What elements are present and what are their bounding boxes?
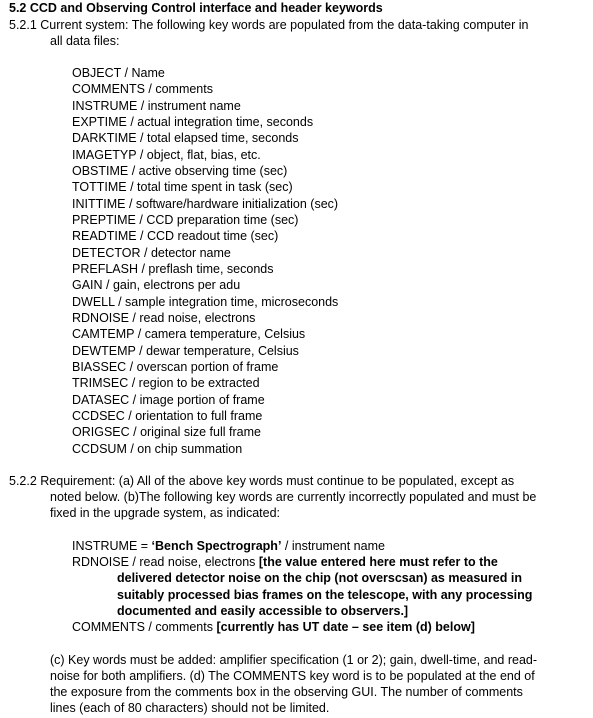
keyword-ccdsum: CCDSUM / on chip summation (72, 442, 243, 456)
comments-fix (72, 619, 475, 635)
keyword-tottime: TOTTIME / total time spent in task (sec) (72, 180, 293, 194)
keyword-readtime: READTIME / CCD readout time (sec) (72, 229, 279, 243)
keyword-exptime: EXPTIME / actual integration time, seconds (72, 115, 314, 129)
keyword-dwell: DWELL / sample integration time, microseconds (72, 295, 339, 309)
rdnoise-fix-bold-1: [the value entered here must refer to the (258, 555, 498, 569)
rdnoise-fix-line-2: delivered detector noise on the chip (not overscsan) as measured in (117, 571, 522, 585)
keyword-inittime: INITTIME / software/hardware initialization (sec) (72, 197, 339, 211)
keyword-datasec: DATASEC / image portion of frame (72, 393, 265, 407)
keyword-rdnoise: RDNOISE / read noise, electrons (72, 311, 256, 325)
keyword-trimsec: TRIMSEC / region to be extracted (72, 376, 260, 390)
instrume-fix-suffix: / instrument name (281, 539, 385, 553)
requirement-line-1: 5.2.2 Requirement: (a) All of the above key words must continue to be populated, except as (9, 474, 515, 488)
requirement-line-3: fixed in the upgrade system, as indicated: (50, 506, 280, 520)
keyword-detector: DETECTOR / detector name (72, 246, 231, 260)
instrume-fix-prefix: INSTRUME = (72, 539, 152, 553)
keyword-camtemp: CAMTEMP / camera temperature, Celsius (72, 327, 306, 341)
keyword-object: OBJECT / Name (72, 66, 165, 80)
current-system-line-1: 5.2.1 Current system: The following key words are populated from the data-taking computer in (9, 18, 529, 32)
closing-line-1: (c) Key words must be added: amplifier specification (1 or 2); gain, dwell-time, and read- (50, 653, 538, 667)
closing-line-3: the exposure from the comments box in the observing GUI. The number of comments (50, 685, 523, 699)
keyword-biassec: BIASSEC / overscan portion of frame (72, 360, 279, 374)
closing-line-4: lines (each of 80 characters) should not be limited. (50, 701, 330, 715)
comments-fix-prefix: COMMENTS / comments (72, 620, 217, 634)
keyword-comments: COMMENTS / comments (72, 82, 213, 96)
keyword-dewtemp: DEWTEMP / dewar temperature, Celsius (72, 344, 299, 358)
keyword-ccdsec: CCDSEC / orientation to full frame (72, 409, 263, 423)
keyword-instrume: INSTRUME / instrument name (72, 99, 241, 113)
keyword-darktime: DARKTIME / total elapsed time, seconds (72, 131, 299, 145)
keyword-imagetyp: IMAGETYP / object, flat, bias, etc. (72, 148, 261, 162)
current-system-line-2: all data files: (50, 34, 120, 48)
instrume-fix-value: ‘Bench Spectrograph’ (151, 539, 282, 553)
rdnoise-fix-line-3: suitably processed bias frames on the telescope, with any processing (117, 588, 533, 602)
comments-fix-bold: [currently has UT date – see item (d) below] (216, 620, 475, 634)
keyword-obstime: OBSTIME / active observing time (sec) (72, 164, 288, 178)
section-heading: 5.2 CCD and Observing Control interface and header keywords (9, 1, 383, 15)
requirement-line-2: noted below. (b)The following key words are currently incorrectly populated and must be (50, 490, 537, 504)
rdnoise-fix-line-4: documented and easily accessible to observers.] (117, 604, 409, 618)
instrume-fix (72, 538, 385, 554)
keyword-preptime: PREPTIME / CCD preparation time (sec) (72, 213, 299, 227)
keyword-origsec: ORIGSEC / original size full frame (72, 425, 261, 439)
rdnoise-fix-line-1 (72, 554, 498, 570)
closing-line-2: noise for both amplifiers. (d) The COMMENTS key word is to be populated at the end of (50, 669, 535, 683)
keyword-gain: GAIN / gain, electrons per adu (72, 278, 241, 292)
rdnoise-fix-prefix: RDNOISE / read noise, electrons (72, 555, 259, 569)
keyword-preflash: PREFLASH / preflash time, seconds (72, 262, 274, 276)
